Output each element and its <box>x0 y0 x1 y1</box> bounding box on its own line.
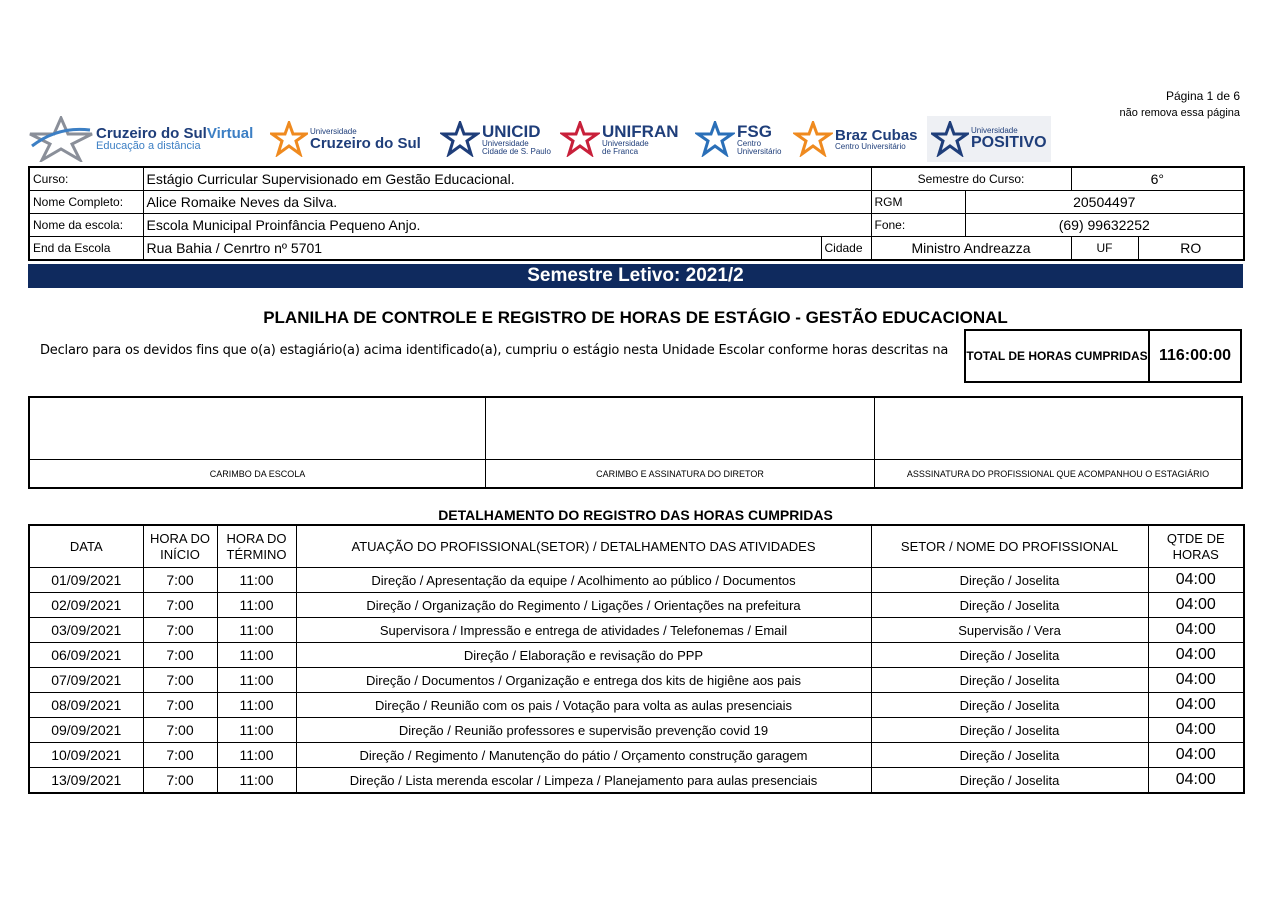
cell-setor: Direção / Joselita <box>871 643 1148 668</box>
cell-inicio: 7:00 <box>143 618 217 643</box>
cell-setor: Direção / Joselita <box>871 693 1148 718</box>
header-atuacao: ATUAÇÃO DO PROFISSIONAL(SETOR) / DETALHAMENTO DAS ATIVIDADES <box>296 525 871 568</box>
logo-cruzeiro <box>270 116 421 162</box>
header-data: DATA <box>29 525 143 568</box>
logo-unifran-sub2: de Franca <box>602 146 639 156</box>
cell-setor: Direção / Joselita <box>871 668 1148 693</box>
curso-label: Curso: <box>29 167 143 191</box>
logo-positivo-pre: Universidade <box>971 126 1018 135</box>
cell-setor: Supervisão / Vera <box>871 618 1148 643</box>
logo-cv-name-a: Cruzeiro do Sul <box>96 125 207 142</box>
total-hours-box <box>964 329 1242 383</box>
cell-data: 06/09/2021 <box>29 643 143 668</box>
cell-atuacao: Direção / Reunião professores e supervisão prevenção covid 19 <box>296 718 871 743</box>
page-note: não remova essa página <box>1119 107 1240 119</box>
cell-setor: Direção / Joselita <box>871 593 1148 618</box>
cell-atuacao: Supervisora / Impressão e entrega de atividades / Telefonemas / Email <box>296 618 871 643</box>
cell-termino: 11:00 <box>217 693 296 718</box>
star-logo-icon <box>440 121 480 157</box>
cell-qtde: 04:00 <box>1148 643 1244 668</box>
cell-data: 02/09/2021 <box>29 593 143 618</box>
star-logo-icon <box>931 121 969 157</box>
logo-cv-sub: Educação a distância <box>96 140 201 152</box>
header-inicio: HORA DO INÍCIO <box>143 525 217 568</box>
semestre-curso-value: 6° <box>1071 167 1244 191</box>
logo-unicid-name: UNICID <box>482 121 541 141</box>
escola-value: Escola Municipal Proinfância Pequeno Anjo. <box>143 214 871 237</box>
escola-label: Nome da escola: <box>29 214 143 237</box>
professional-signature-area <box>875 398 1241 487</box>
director-signature-caption: CARIMBO E ASSINATURA DO DIRETOR <box>596 468 764 479</box>
logo-unifran-name: UNIFRAN <box>602 121 679 141</box>
cell-setor: Direção / Joselita <box>871 568 1148 593</box>
logo-unifran-sub1: Universidade <box>602 138 649 148</box>
cell-data: 08/09/2021 <box>29 693 143 718</box>
cidade-value: Ministro Andreazza <box>871 237 1071 261</box>
semestre-curso-label: Semestre do Curso: <box>871 167 1071 191</box>
cell-inicio: 7:00 <box>143 693 217 718</box>
page-title: PLANILHA DE CONTROLE E REGISTRO DE HORAS DE ESTÁGIO - GESTÃO EDUCACIONAL <box>263 308 1008 327</box>
cell-inicio: 7:00 <box>143 718 217 743</box>
cell-termino: 11:00 <box>217 593 296 618</box>
page-number: Página 1 de 6 <box>1165 89 1240 103</box>
nome-value: Alice Romaike Neves da Silva. <box>143 191 871 214</box>
total-hours-label: TOTAL DE HORAS CUMPRIDAS <box>966 331 1150 381</box>
cell-inicio: 7:00 <box>143 668 217 693</box>
table-row <box>29 718 1244 743</box>
cell-qtde: 04:00 <box>1148 668 1244 693</box>
cell-qtde: 04:00 <box>1148 768 1244 794</box>
cell-inicio: 7:00 <box>143 768 217 794</box>
table-row <box>29 693 1244 718</box>
total-hours-value: 116:00:00 <box>1158 347 1232 364</box>
table-header-row <box>29 525 1244 568</box>
row-endereco <box>29 237 1244 261</box>
uf-value: RO <box>1138 237 1244 261</box>
signature-box <box>28 396 1243 489</box>
cell-inicio: 7:00 <box>143 743 217 768</box>
detail-section-title: DETALHAMENTO DO REGISTRO DAS HORAS CUMPRIDAS <box>438 507 833 523</box>
cell-data: 01/09/2021 <box>29 568 143 593</box>
school-stamp-caption: CARIMBO DA ESCOLA <box>209 468 306 479</box>
cell-qtde: 04:00 <box>1148 743 1244 768</box>
director-signature-area <box>486 398 875 487</box>
logo-fsg-sub2: Universitário <box>737 146 782 156</box>
logo-cv-name-b: Virtual <box>206 125 254 142</box>
logo-fsg <box>695 116 781 162</box>
star-logo-icon <box>270 121 308 157</box>
cell-termino: 11:00 <box>217 618 296 643</box>
cell-atuacao: Direção / Lista merenda escolar / Limpeza / Planejamento para aulas presenciais <box>296 768 871 794</box>
rgm-label: RGM <box>871 191 965 214</box>
star-logo-icon <box>560 121 600 157</box>
table-row <box>29 768 1244 794</box>
table-row <box>29 618 1244 643</box>
cell-setor: Direção / Joselita <box>871 718 1148 743</box>
cell-termino: 11:00 <box>217 743 296 768</box>
cell-qtde: 04:00 <box>1148 718 1244 743</box>
table-row <box>29 568 1244 593</box>
logo-unicid-sub2: Cidade de S. Paulo <box>482 146 551 156</box>
cell-termino: 11:00 <box>217 768 296 794</box>
school-stamp-area <box>30 398 486 487</box>
logo-positivo-name: POSITIVO <box>971 134 1047 151</box>
cell-atuacao: Direção / Regimento / Manutenção do pátio / Orçamento construção garagem <box>296 743 871 768</box>
page-info <box>1120 88 1240 122</box>
table-row <box>29 643 1244 668</box>
cell-data: 13/09/2021 <box>29 768 143 794</box>
fone-value: (69) 99632252 <box>965 214 1244 237</box>
declaration-text: Declaro para os devidos fins que o(a) estagiário(a) acima identificado(a), cumpriu o estágio nesta Unidade Escolar conforme horas descritas na <box>40 343 949 358</box>
star-logo-icon <box>695 121 735 157</box>
cell-termino: 11:00 <box>217 718 296 743</box>
logo-fsg-sub1: Centro <box>737 138 762 148</box>
cell-termino: 11:00 <box>217 568 296 593</box>
cell-data: 10/09/2021 <box>29 743 143 768</box>
star-logo-icon <box>793 121 833 157</box>
logo-unicid-sub1: Universidade <box>482 138 529 148</box>
header-qtde: QTDE DE HORAS <box>1148 525 1244 568</box>
star-logo-icon <box>28 116 94 162</box>
logo-cruzeiro-pre: Universidade <box>310 126 357 136</box>
professional-signature-caption: ASSSINATURA DO PROFISSIONAL QUE ACOMPANHOU O ESTAGIÁRIO <box>906 468 1210 479</box>
cell-termino: 11:00 <box>217 643 296 668</box>
cell-inicio: 7:00 <box>143 593 217 618</box>
logo-unifran <box>560 116 679 162</box>
logo-braz-name: Braz Cubas <box>835 126 918 144</box>
endereco-value: Rua Bahia / Cenrtro nº 5701 <box>143 237 821 261</box>
fone-label: Fone: <box>871 214 965 237</box>
logo-braz-sub: Centro Universitário <box>835 141 906 151</box>
semestre-letivo-banner: Semestre Letivo: 2021/2 <box>28 264 1243 288</box>
table-row <box>29 668 1244 693</box>
cell-setor: Direção / Joselita <box>871 768 1148 794</box>
row-nome <box>29 191 1244 214</box>
table-row <box>29 593 1244 618</box>
logo-braz-cubas <box>793 116 918 162</box>
logo-fsg-name: FSG <box>737 121 772 141</box>
cidade-label: Cidade <box>821 237 871 261</box>
cell-atuacao: Direção / Apresentação da equipe / Acolhimento ao público / Documentos <box>296 568 871 593</box>
cell-qtde: 04:00 <box>1148 593 1244 618</box>
cell-data: 09/09/2021 <box>29 718 143 743</box>
cell-data: 03/09/2021 <box>29 618 143 643</box>
cell-setor: Direção / Joselita <box>871 743 1148 768</box>
header-termino: HORA DO TÉRMINO <box>217 525 296 568</box>
logo-positivo <box>927 116 1051 162</box>
cell-atuacao: Direção / Reunião com os pais / Votação para volta as aulas presenciais <box>296 693 871 718</box>
cell-inicio: 7:00 <box>143 643 217 668</box>
cell-termino: 11:00 <box>217 668 296 693</box>
table-row <box>29 743 1244 768</box>
endereco-label: End da Escola <box>29 237 143 261</box>
row-escola <box>29 214 1244 237</box>
logo-cruzeiro-name: Cruzeiro do Sul <box>310 134 421 152</box>
row-curso <box>29 167 1244 191</box>
uf-label: UF <box>1071 237 1138 261</box>
logo-cruzeiro-virtual <box>28 116 253 162</box>
cell-qtde: 04:00 <box>1148 568 1244 593</box>
cell-atuacao: Direção / Elaboração e revisação do PPP <box>296 643 871 668</box>
cell-qtde: 04:00 <box>1148 693 1244 718</box>
cell-atuacao: Direção / Documentos / Organização e entrega dos kits de higiêne aos pais <box>296 668 871 693</box>
cell-qtde: 04:00 <box>1148 618 1244 643</box>
cell-data: 07/09/2021 <box>29 668 143 693</box>
header-setor: SETOR / NOME DO PROFISSIONAL <box>871 525 1148 568</box>
cell-atuacao: Direção / Organização do Regimento / Ligações / Orientações na prefeitura <box>296 593 871 618</box>
curso-value: Estágio Curricular Supervisionado em Gestão Educacional. <box>143 167 871 191</box>
student-info-table <box>28 166 1245 261</box>
cell-inicio: 7:00 <box>143 568 217 593</box>
rgm-value: 20504497 <box>965 191 1244 214</box>
logo-unicid <box>440 116 551 162</box>
hours-log-table <box>28 524 1245 794</box>
nome-label: Nome Completo: <box>29 191 143 214</box>
